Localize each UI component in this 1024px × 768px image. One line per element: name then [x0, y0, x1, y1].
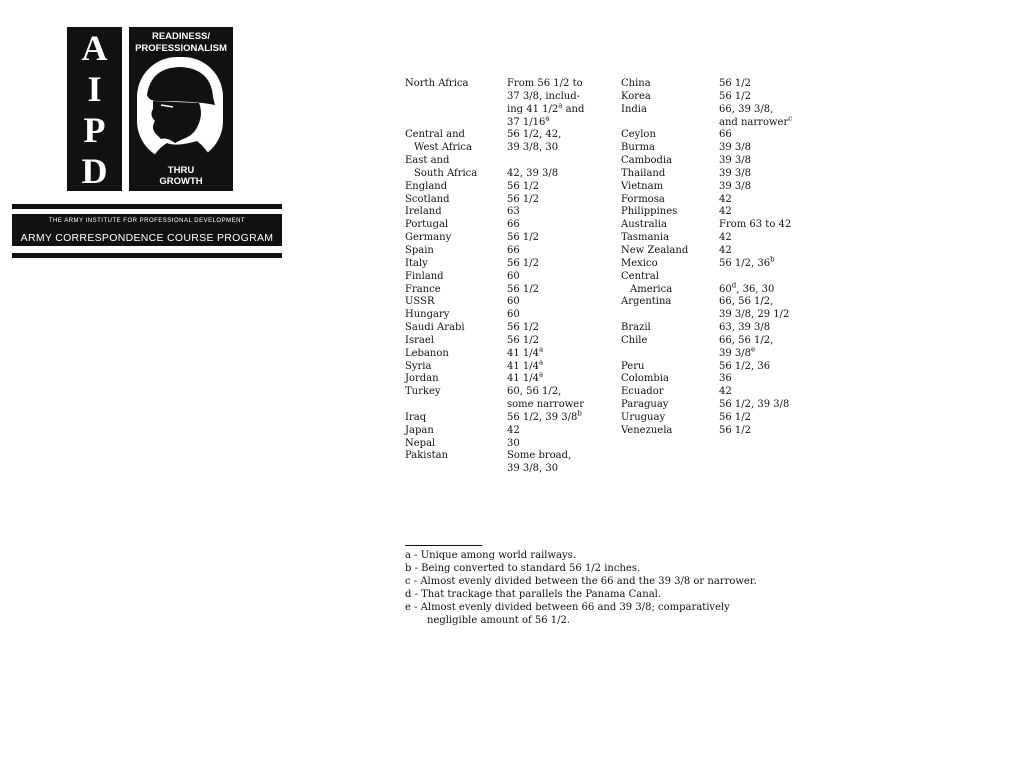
table-cell: Japan [405, 424, 434, 436]
country-column-left [405, 78, 477, 476]
cell-text: 60 [507, 309, 520, 321]
table-cell [719, 255, 792, 271]
banner-rule-bottom [12, 253, 282, 258]
cell-text: some narrower [507, 399, 584, 411]
table-cell [507, 142, 584, 155]
cell-text: 60 [507, 296, 520, 308]
cell-text: 56 1/2 [507, 232, 539, 244]
footnote-line: e - Almost evenly divided between 66 and 39 3/8; comparatively [405, 602, 730, 613]
footnotes [405, 549, 825, 627]
table-cell [719, 361, 792, 374]
footnote-marker: b [577, 409, 582, 418]
cell-text: 63 [507, 206, 520, 218]
table-cell [507, 155, 584, 168]
logo-letters [67, 27, 122, 191]
table-cell: Ireland [405, 206, 442, 218]
cell-text: 56 1/2, 36 [719, 257, 771, 269]
cell-text: 63, 39 3/8 [719, 322, 771, 334]
cell-text: 42 [719, 386, 732, 398]
footnote [405, 588, 825, 601]
cell-text: 56 1/2 [507, 334, 539, 346]
footnote-line: a - Unique among world railways. [405, 550, 576, 561]
cell-text: From 63 to 42 [719, 219, 792, 231]
table-cell [719, 78, 792, 91]
table-cell [507, 258, 584, 271]
table-cell [507, 114, 584, 130]
table-cell: Vietnam [621, 180, 664, 192]
table-cell [719, 129, 792, 142]
table-cell [405, 91, 477, 104]
footnote [405, 549, 825, 562]
cell-text: 39 3/8 [719, 180, 751, 192]
table-cell: New Zealand [621, 244, 689, 256]
badge-top-line: READINESS/ [151, 31, 211, 42]
table-cell: North Africa [405, 78, 469, 89]
cell-text: 37 1/16 [507, 116, 546, 128]
gauge-column-left [507, 78, 584, 476]
cell-text: 56 1/2, 36 [719, 360, 771, 372]
cell-text: 56 1/2 [507, 322, 539, 334]
footnote-marker: d [731, 281, 737, 290]
table-cell [719, 412, 792, 425]
table-cell: West Africa [414, 142, 472, 154]
table-cell: Iraq [405, 411, 427, 423]
table-cell: Hungary [405, 309, 450, 321]
table-cell [719, 296, 792, 309]
cell-text: 56 1/2 [507, 283, 539, 295]
table-cell [507, 219, 584, 232]
soldier-portrait [137, 57, 223, 161]
cell-text: 39 3/8 [719, 347, 751, 359]
logo-letter: I [87, 68, 102, 109]
table-cell [507, 322, 584, 335]
program-name: ARMY CORRESPONDENCE COURSE PROGRAM [20, 232, 274, 244]
logo-letter: D [81, 150, 108, 191]
footnote-marker: a [539, 358, 544, 367]
table-cell: Philippines [621, 206, 678, 218]
table-cell [719, 168, 792, 181]
table-cell [405, 463, 477, 476]
table-cell: China [621, 78, 651, 89]
table-cell [507, 206, 584, 219]
table-cell [507, 399, 584, 412]
table-cell [405, 104, 477, 117]
cell-text: 56 1/2 [719, 411, 751, 423]
table-cell [507, 284, 584, 297]
table-cell: Spain [405, 244, 434, 256]
table-cell [719, 309, 792, 322]
table-cell [507, 438, 584, 451]
table-cell [507, 168, 584, 181]
table-cell: Ceylon [621, 129, 656, 141]
cell-text: Some broad, [507, 450, 572, 462]
cell-text: 42 [719, 232, 732, 244]
table-cell: Argentina [621, 296, 672, 308]
table-cell: Portugal [405, 219, 449, 231]
cell-text: From 56 1/2 to [507, 78, 583, 89]
table-cell: Nepal [405, 437, 436, 449]
soldier-helmet-icon [137, 57, 223, 161]
cell-text: 56 1/2, 39 3/8 [507, 411, 578, 423]
table-cell: Central [621, 270, 659, 282]
cell-text: 30 [507, 437, 520, 449]
table-cell: Uruguay [621, 411, 666, 423]
table-cell [507, 409, 584, 425]
cell-text: 42, 39 3/8 [507, 167, 559, 179]
table-cell: Syria [405, 360, 432, 372]
cell-text: 42 [719, 206, 732, 218]
table-cell [507, 373, 584, 386]
cell-text: 56 1/2 [719, 424, 751, 436]
table-cell [507, 129, 584, 142]
cell-text-after: , 36, 30 [736, 283, 775, 295]
table-cell: Paraguay [621, 399, 669, 411]
table-cell: Formosa [621, 193, 665, 205]
footnote-marker: a [539, 371, 544, 380]
table-cell [507, 335, 584, 348]
table-cell [507, 181, 584, 194]
cell-text: 56 1/2 [719, 78, 751, 89]
table-cell [719, 271, 792, 284]
table-cell [621, 348, 688, 361]
table-cell [719, 322, 792, 335]
table-cell: Lebanon [405, 347, 449, 359]
table-cell [719, 206, 792, 219]
table-cell: Germany [405, 232, 452, 244]
cell-text: 42 [507, 424, 520, 436]
table-cell [507, 78, 584, 91]
cell-text: 66 [719, 129, 732, 141]
table-cell [507, 296, 584, 309]
cell-text: 56 1/2, 42, [507, 129, 562, 141]
cell-text: 39 3/8, 30 [507, 463, 559, 475]
banner-rule-top [12, 204, 282, 209]
footnote-marker: a [545, 114, 550, 123]
table-cell [405, 117, 477, 130]
table-cell: Colombia [621, 373, 669, 385]
table-cell: India [621, 103, 647, 115]
cell-text: 56 1/2, 39 3/8 [719, 399, 790, 411]
logo-badge [129, 27, 233, 191]
table-cell [719, 399, 792, 412]
table-cell [719, 281, 792, 297]
footnote-line: c - Almost evenly divided between the 66 and the 39 3/8 or narrower. [405, 576, 757, 587]
badge-bottom-line: GROWTH [159, 176, 203, 187]
table-cell [719, 181, 792, 194]
table-cell: Australia [621, 219, 667, 231]
table-cell [507, 358, 584, 374]
table-cell: England [405, 180, 448, 192]
country-column-right [621, 78, 688, 438]
table-cell [719, 425, 792, 438]
table-cell: Brazil [621, 322, 651, 334]
table-cell [719, 114, 793, 130]
cell-text: 39 3/8 [719, 167, 751, 179]
table-cell [507, 194, 584, 207]
table-cell [507, 425, 584, 438]
table-cell [719, 373, 792, 386]
table-cell [719, 194, 792, 207]
cell-text: ing 41 1/2 [507, 103, 559, 115]
table-cell [719, 155, 792, 168]
cell-text: 66, 39 3/8, [719, 103, 774, 115]
badge-top-text [129, 31, 233, 55]
table-cell: Burma [621, 142, 656, 154]
table-cell: Tasmania [621, 232, 670, 244]
table-cell: Scotland [405, 193, 450, 205]
logo-letter: P [83, 109, 106, 150]
table-cell: Finland [405, 270, 444, 282]
table-cell [507, 245, 584, 258]
table-cell [621, 309, 688, 322]
gauge-column-right [719, 78, 792, 438]
table-cell [719, 386, 792, 399]
cell-text: 39 3/8 [719, 142, 751, 154]
cell-text: 66, 56 1/2, [719, 334, 774, 346]
institute-name: THE ARMY INSTITUTE FOR PROFESSIONAL DEVELOPMENT [48, 218, 246, 224]
cell-text: 39 3/8 [719, 155, 751, 167]
table-cell [507, 232, 584, 245]
cell-text: 41 1/4 [507, 347, 539, 359]
footnote-marker: a [539, 345, 544, 354]
cell-text: 60 [507, 270, 520, 282]
table-cell [719, 335, 792, 348]
table-cell [719, 104, 792, 117]
cell-text: 60 [719, 283, 732, 295]
table-cell: Peru [621, 360, 645, 372]
table-cell [507, 463, 584, 476]
table-cell: USSR [405, 296, 435, 308]
cell-text: 42 [719, 193, 732, 205]
footnote-marker: a [558, 101, 563, 110]
cell-text: 66, 56 1/2, [719, 296, 774, 308]
table-cell [719, 345, 792, 361]
table-cell: America [630, 283, 673, 295]
table-cell [405, 399, 477, 412]
table-cell: Venezuela [621, 424, 673, 436]
footnote-marker: e [751, 345, 756, 354]
badge-top-line: PROFESSIONALISM [135, 43, 227, 54]
table-cell: Israel [405, 334, 434, 346]
cell-text: 42 [719, 244, 732, 256]
table-cell: France [405, 283, 441, 295]
table-cell: Ecuador [621, 386, 664, 398]
footnote [405, 562, 825, 575]
aipd-logo [67, 27, 233, 191]
footnote-marker: b [770, 255, 775, 264]
cell-text: 56 1/2 [507, 257, 539, 269]
cell-text: 41 1/4 [507, 373, 539, 385]
cell-text: 36 [719, 373, 732, 385]
footnote [405, 601, 825, 627]
table-cell [507, 271, 584, 284]
table-cell: Cambodia [621, 155, 673, 167]
table-cell: Italy [405, 257, 428, 269]
table-cell [507, 345, 584, 361]
table-cell [719, 232, 792, 245]
cell-text: 37 3/8, includ- [507, 90, 581, 102]
cell-text: 41 1/4 [507, 360, 539, 372]
table-cell [507, 450, 584, 463]
cell-text-after: and [562, 103, 585, 115]
footnote-marker: c [788, 114, 793, 123]
table-cell [719, 245, 792, 258]
logo-letter: A [81, 27, 108, 68]
footnote-line: b - Being converted to standard 56 1/2 inches. [405, 563, 641, 574]
table-cell: Jordan [405, 373, 439, 385]
cell-text: 66 [507, 219, 520, 231]
table-cell [507, 91, 584, 104]
table-cell [621, 117, 688, 130]
cell-text: and narrower [719, 116, 789, 128]
cell-text: 66 [507, 244, 520, 256]
table-cell [507, 309, 584, 322]
table-cell: Saudi Arabi [405, 322, 465, 334]
footnote-rule [405, 545, 482, 546]
badge-bottom-line: THRU [167, 165, 195, 176]
cell-text: 56 1/2 [507, 180, 539, 192]
table-cell: Mexico [621, 257, 658, 269]
table-cell [719, 142, 792, 155]
cell-text: 56 1/2 [507, 193, 539, 205]
table-cell: South Africa [414, 167, 478, 179]
table-cell: Korea [621, 90, 651, 102]
table-cell [719, 91, 792, 104]
footnote-line: negligible amount of 56 1/2. [427, 615, 571, 626]
table-cell: Pakistan [405, 450, 449, 462]
table-cell: Chile [621, 334, 648, 346]
badge-bottom-text [129, 165, 233, 187]
table-cell: Thailand [621, 167, 666, 179]
cell-text: 60, 56 1/2, [507, 386, 562, 398]
footnote-line: d - That trackage that parallels the Panama Canal. [405, 589, 662, 600]
table-cell: Turkey [405, 386, 441, 398]
table-cell [719, 219, 792, 232]
table-cell: East and [405, 155, 450, 167]
table-cell [507, 386, 584, 399]
table-cell: Central and [405, 129, 465, 141]
cell-text: 39 3/8, 29 1/2 [719, 309, 790, 321]
footnote [405, 575, 825, 588]
cell-text: 39 3/8, 30 [507, 142, 559, 154]
cell-text: 56 1/2 [719, 90, 751, 102]
